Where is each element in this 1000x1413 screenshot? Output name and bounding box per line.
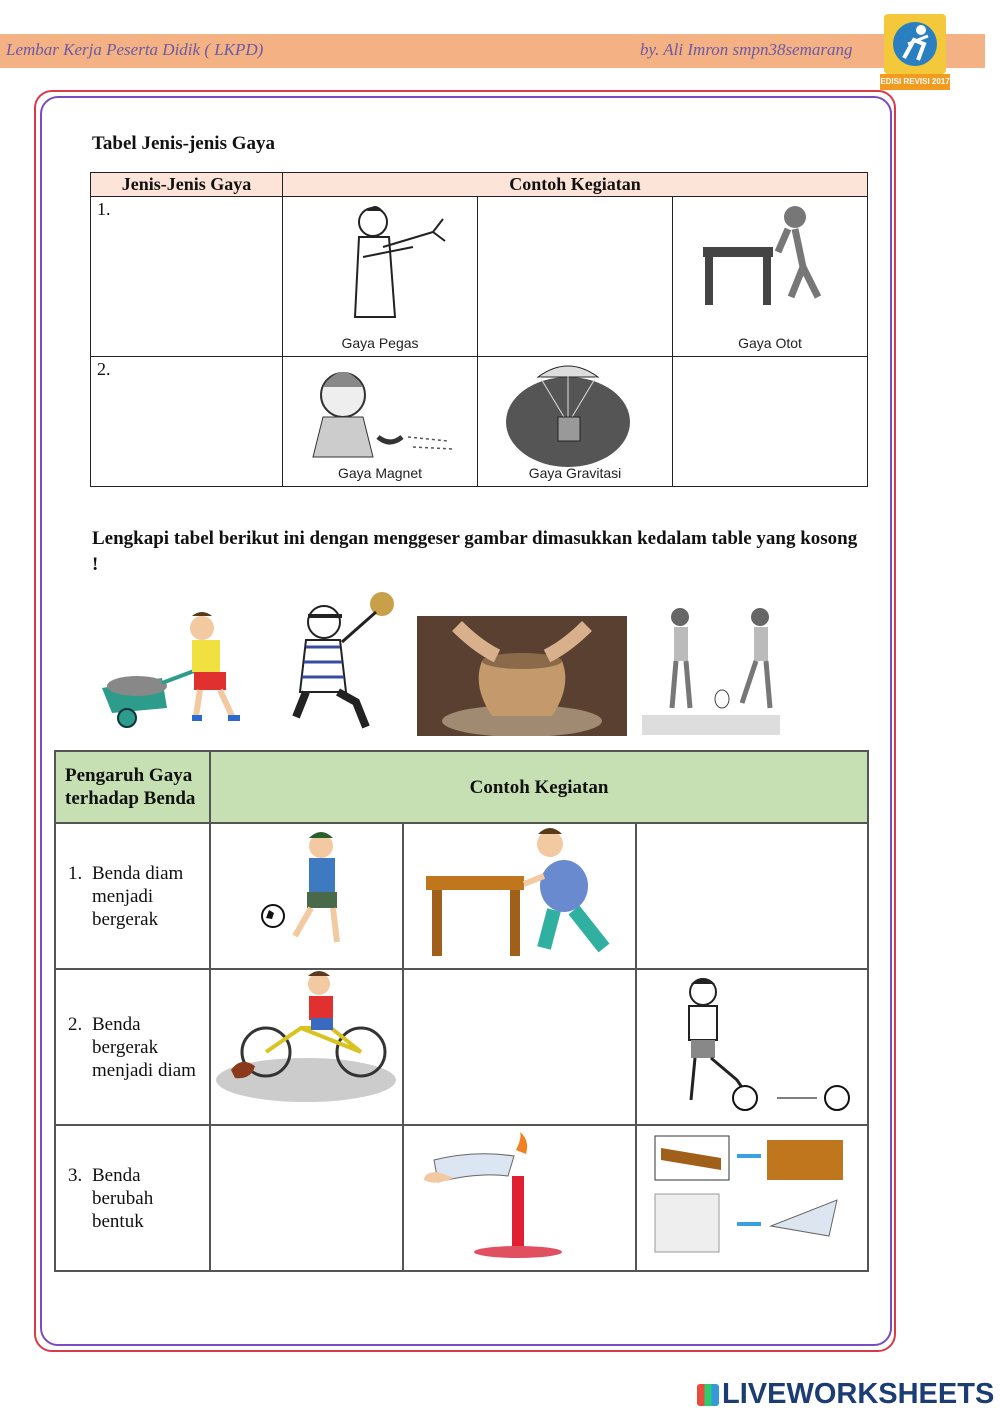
caption-gaya-gravitasi: Gaya Gravitasi xyxy=(528,465,622,481)
slingshot-picture xyxy=(283,197,477,355)
table1-row1-pic1 xyxy=(283,197,478,357)
header-right-text: by. Ali Imron smpn38semarang xyxy=(640,40,853,59)
table1-row2-number: 2. xyxy=(97,359,111,379)
girl-with-magnet-icon xyxy=(283,357,477,467)
table2-row2-label xyxy=(55,969,210,1125)
table2-row3-text: Benda berubah bentuk xyxy=(92,1164,154,1232)
boy-stopping-ball-icon xyxy=(637,970,867,1118)
table1-row2-pic2 xyxy=(478,357,673,487)
table1-row1-drop-cell[interactable] xyxy=(478,197,673,357)
header-left-text: Lembar Kerja Peserta Didik ( LKPD) xyxy=(6,40,264,59)
forces-types-table xyxy=(90,172,868,487)
table2-row2-text: Benda bergerak menjadi diam xyxy=(92,1013,196,1081)
boy-on-bicycle-icon xyxy=(211,970,401,1118)
table2-row1-text: Benda diam menjadi bergerak xyxy=(92,862,184,930)
draggable-baseball[interactable] xyxy=(276,592,400,737)
man-pushing-table-icon xyxy=(673,197,867,337)
liveworksheets-icon xyxy=(697,1384,719,1406)
curriculum-logo xyxy=(884,14,946,74)
table2-row3-number: 3. xyxy=(68,1164,83,1186)
table2-row3-drop-cell[interactable] xyxy=(210,1125,403,1271)
table2-row2-pic1 xyxy=(210,969,403,1125)
slingshot-boy-icon xyxy=(283,197,477,337)
candle-melting-plastic-icon xyxy=(404,1126,634,1264)
table1-title: Tabel Jenis-jenis Gaya xyxy=(92,133,275,154)
table2-row1-number: 1. xyxy=(68,862,83,884)
table1-header-types: Jenis-Jenis Gaya xyxy=(91,173,283,197)
table2-row1-label xyxy=(55,823,210,969)
liveworksheets-text: LIVEWORKSHEETS xyxy=(722,1378,995,1410)
table2-header-examples: Contoh Kegiatan xyxy=(210,751,868,823)
pushing-table-picture xyxy=(673,197,867,355)
table1-row2-pic1 xyxy=(283,357,478,487)
table1-row1-answer-cell[interactable] xyxy=(91,197,283,357)
magnet-picture xyxy=(283,357,477,485)
draggable-wheelbarrow[interactable] xyxy=(92,608,257,735)
draggable-pottery[interactable] xyxy=(417,616,627,741)
force-effects-table xyxy=(54,750,869,1272)
table2-row3-pic2 xyxy=(403,1125,636,1271)
liveworksheets-logo xyxy=(697,1378,994,1411)
draggable-football[interactable] xyxy=(642,603,780,740)
table2-row2-drop-cell[interactable] xyxy=(403,969,636,1125)
gravity-picture xyxy=(478,357,672,485)
table1-row1-number: 1. xyxy=(97,199,111,219)
table1-row2-answer-cell[interactable] xyxy=(91,357,283,487)
table2-row2-number: 2. xyxy=(68,1013,83,1035)
caption-gaya-magnet: Gaya Magnet xyxy=(337,465,423,481)
wood-and-paper-shaping-icon xyxy=(637,1126,867,1264)
boy-pushing-wheelbarrow-icon xyxy=(92,608,257,730)
instruction-text: Lengkapi tabel berikut ini dengan menggeser gambar dimasukkan kedalam table yang kosong ! xyxy=(92,528,858,575)
table2-row3-label xyxy=(55,1125,210,1271)
boy-kicking-ball-icon xyxy=(211,824,401,962)
curriculum-logo-icon xyxy=(884,14,946,74)
table1-row2-drop-cell[interactable] xyxy=(673,357,868,487)
kids-kicking-ball-icon xyxy=(642,603,780,735)
table2-row3-pic3 xyxy=(636,1125,868,1271)
table1-header-examples: Contoh Kegiatan xyxy=(283,173,868,197)
caption-gaya-pegas: Gaya Pegas xyxy=(341,335,419,351)
man-pushing-table-color-icon xyxy=(404,824,634,962)
table2-row1-drop-cell[interactable] xyxy=(636,823,868,969)
caption-gaya-otot: Gaya Otot xyxy=(738,335,802,351)
table2-header-effect: Pengaruh Gaya terhadap Benda xyxy=(55,751,210,823)
parachute-icon xyxy=(478,357,672,467)
table2-row1-pic1 xyxy=(210,823,403,969)
logo-badge: EDISI REVISI 2017 xyxy=(880,74,950,90)
clay-pottery-wheel-icon xyxy=(417,616,627,736)
table2-row2-pic3 xyxy=(636,969,868,1125)
baseball-catcher-icon xyxy=(276,592,400,732)
table2-row1-pic2 xyxy=(403,823,636,969)
table1-row1-pic3 xyxy=(673,197,868,357)
